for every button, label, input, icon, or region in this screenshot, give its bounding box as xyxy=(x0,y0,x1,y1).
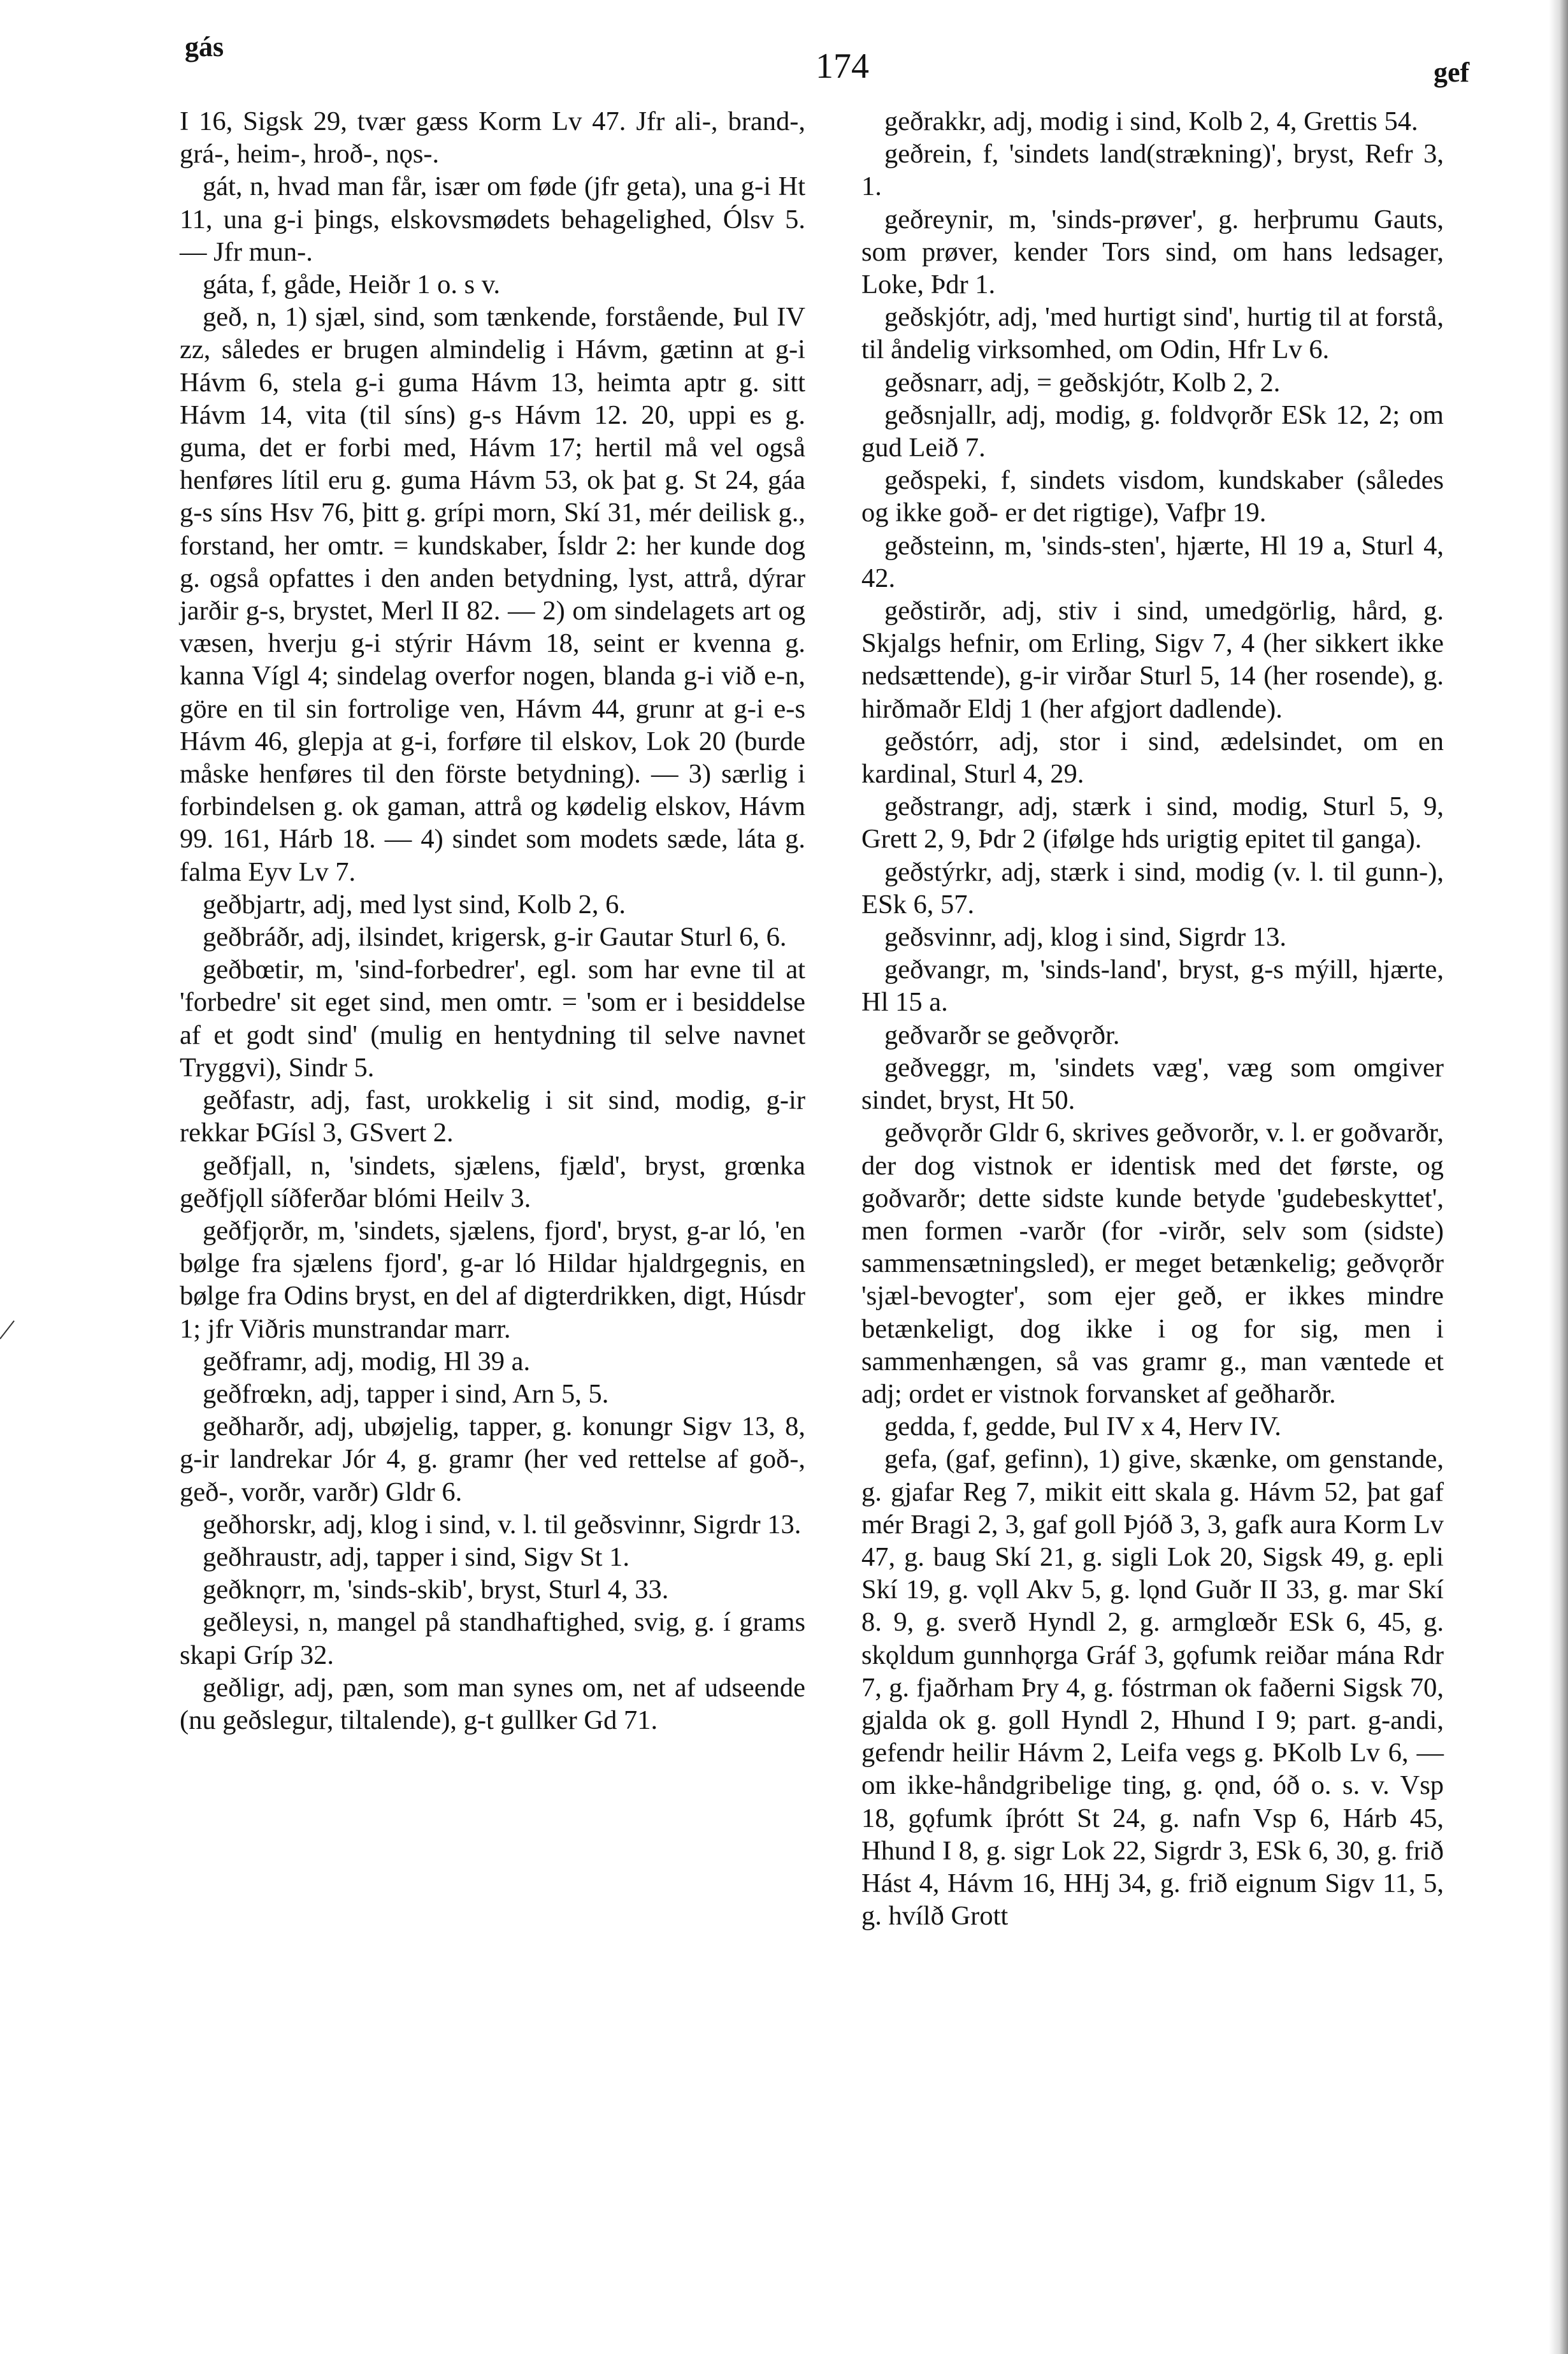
dictionary-entry: geðstrangr, adj, stærk i sind, modig, Sturl 5, 9, Grett 2, 9, Þdr 2 (ifølge hds urigtig epitet til ganga). xyxy=(861,791,1444,855)
dictionary-entry: geðbráðr, adj, ilsindet, krigersk, g-ir Gautar Sturl 6, 6. xyxy=(203,922,787,953)
right-guide-word: gef xyxy=(1434,57,1470,88)
left-guide-word: gás xyxy=(185,31,224,62)
dictionary-entry: geðstýrkr, adj, stærk i sind, modig (v. l. til gunn-), ESk 6, 57. xyxy=(861,856,1444,920)
dictionary-entry: geðknǫrr, m, 'sinds-skib', bryst, Sturl 4, 33. xyxy=(203,1575,669,1605)
dictionary-entry: geðfjǫrðr, m, 'sindets, sjælens, fjord', bryst, g-ar ló, 'en bølge fra sjælens fjord', g-ar ló Hildar hjaldrgegnis, en bølge fra Odins bryst, en del af digterdrikken, digt, Húsdr 1; jfr Viðris munstrandar marr. xyxy=(180,1215,805,1344)
dictionary-entry: geðrakkr, adj, modig i sind, Kolb 2, 4, Grettis 54. xyxy=(884,106,1418,136)
dictionary-entry: geðstirðr, adj, stiv i sind, umedgörlig, hård, g. Skjalgs hefnir, om Erling, Sigv 7, 4 (her sikkert ikke nedsættende), g-ir virðar Sturl 5, 14 (her rosende), g. hirðmaðr Eldj 1 (her afgjort dadlende). xyxy=(861,596,1444,724)
dictionary-entry: geðfastr, adj, fast, urokkelig i sit sind, modig, g-ir rekkar ÞGísl 3, GSvert 2. xyxy=(180,1085,805,1148)
dictionary-entry: geð, n, 1) sjæl, sind, som tænkende, forstående, Þul IV zz, således er brugen almindelig i Hávm, gætinn at g-i Hávm 6, stela g-i guma Hávm 13, heimta aptr g. sitt Hávm 14, vita (til síns) g-s Hávm 12. 20, uppi es g. guma, det er forbi med, Hávm 17; hertil må vel også henføres lítil eru g. guma Hávm 53, ok þat g. St 24, gáa g-s síns Hsv 76, þitt g. grípi morn, Skí 31, mér deilisk g., forstand, her omtr. = kundskaber, Ísldr 2: her kunde dog g. også opfattes i den anden betydning, lyst, attrå, dýrar jarðir g-s, brystet, Merl II 82. — 2) om sindelagets art og væsen, hverju g-i stýrir Hávm 18, seint er kvenna g. kanna Vígl 4; sindelag overfor nogen, blanda g-i við e-n, göre en til sin fortrolige ven, Hávm 44, grunr at g-i e-s Hávm 46, glepja at g-i, forføre til elskov, Lok 20 (burde måske henføres til den förste betydning). — 3) særlig i forbindelsen g. ok gaman, attrå og kødelig elskov, Hávm 99. 161, Hárb 18. — 4) sindet som modets sæde, láta g. falma Eyv Lv 7. xyxy=(180,302,805,887)
dictionary-entry: geðreynir, m, 'sinds-prøver', g. herþrumu Gauts, som prøver, kender Tors sind, om hans ledsager, Loke, Þdr 1. xyxy=(861,204,1444,300)
dictionary-entry: geðveggr, m, 'sindets væg', væg som omgiver sindet, bryst, Ht 50. xyxy=(861,1052,1444,1116)
dictionary-entry: geðharðr, adj, ubøjelig, tapper, g. konungr Sigv 13, 8, g-ir landrekar Jór 4, g. gramr (her ved rettelse af goð-, geð-, vorðr, varðr) Gldr 6. xyxy=(180,1412,805,1507)
left-column xyxy=(180,105,805,1737)
right-column xyxy=(861,105,1444,1932)
dictionary-entry: geðframr, adj, modig, Hl 39 a. xyxy=(203,1346,531,1376)
dictionary-entry: geðskjótr, adj, 'med hurtigt sind', hurtig til at forstå, til åndelig virksomhed, om Odin, Hfr Lv 6. xyxy=(861,302,1444,365)
dictionary-entry: geðstórr, adj, stor i sind, ædelsindet, om en kardinal, Sturl 4, 29. xyxy=(861,726,1444,790)
dictionary-entry: gát, n, hvad man får, især om føde (jfr geta), una g-i Ht 11, una g-i þings, elskovsmødets behagelighed, Ólsv 5. — Jfr mun-. xyxy=(180,171,805,267)
dictionary-entry: geðhorskr, adj, klog i sind, v. l. til geðsvinnr, Sigrdr 13. xyxy=(203,1509,802,1540)
dictionary-entry: geðsteinn, m, 'sinds-sten', hjærte, Hl 19 a, Sturl 4, 42. xyxy=(861,530,1444,593)
dictionary-entry-continuation: I 16, Sigsk 29, tvær gæss Korm Lv 47. Jfr ali-, brand-, grá-, heim-, hroð-, nǫs-. xyxy=(180,106,805,170)
page-number: 174 xyxy=(816,47,869,86)
dictionary-entry: geðrein, f, 'sindets land(strækning)', bryst, Refr 3, 1. xyxy=(861,139,1444,202)
dictionary-entry: geðligr, adj, pæn, som man synes om, net af udseende (nu geðslegur, tiltalende), g-t gullker Gd 71. xyxy=(180,1672,805,1735)
dictionary-entry: gefa, (gaf, gefinn), 1) give, skænke, om genstande, g. gjafar Reg 7, mikit eitt skala g. Hávm 52, þat gaf mér Bragi 2, 3, gaf goll Þjóð 3, 3, gafk aura Korm Lv 47, g. baug Skí 21, g. sigli Lok 20, Sigsk 49, g. epli Skí 19, g. vǫll Akv 5, g. lǫnd Guðr II 33, g. mar Skí 8. 9, g. sverð Hyndl 2, g. armglœðr ESk 6, 45, g. skǫldum gunnhǫrga Gráf 3, gǫfumk reiðar mána Rdr 7, g. fjaðrham Þry 4, g. fóstrman ok faðerni Sigsk 70, gjalda ok g. goll Hyndl 2, Hhund I 9; part. g-andi, gefendr heilir Hávm 2, Leifa vegs g. ÞKolb Lv 6, — om ikke-håndgribelige ting, g. ǫnd, óð o. s. v. Vsp 18, gǫfumk íþrótt St 24, g. nafn Vsp 6, Hárb 45, Hhund I 8, g. sigr Lok 22, Sigrdr 3, ESk 6, 30, g. frið Hást 4, Hávm 16, HHj 34, g. frið eignum Sigv 11, 5, g. hvílð Grott xyxy=(861,1444,1444,1932)
dictionary-entry: geðvangr, m, 'sinds-land', bryst, g-s mýill, hjærte, Hl 15 a. xyxy=(861,955,1444,1018)
dictionary-entry: geðfjall, n, 'sindets, sjælens, fjæld', bryst, grœnka geðfjǫll síðferðar blómi Heilv 3. xyxy=(180,1150,805,1213)
page-binding-edge xyxy=(1549,0,1568,2354)
dictionary-entry: geðfrœkn, adj, tapper i sind, Arn 5, 5. xyxy=(203,1378,609,1409)
dictionary-entry: geðbœtir, m, 'sind-forbedrer', egl. som har evne til at 'forbedre' sit eget sind, men omtr. = 'som er i besiddelse af et godt sind' (mulig en hentydning til selve navnet Tryggvi), Sindr 5. xyxy=(180,955,805,1083)
dictionary-entry: geðsvinnr, adj, klog i sind, Sigrdr 13. xyxy=(884,922,1287,953)
margin-pencil-mark xyxy=(0,1320,15,1339)
dictionary-entry: geðsnarr, adj, = geðskjótr, Kolb 2, 2. xyxy=(884,367,1281,398)
dictionary-entry: geðspeki, f, sindets visdom, kundskaber (således og ikke goð- er det rigtige), Vafþr 19. xyxy=(861,465,1444,528)
dictionary-entry: geðleysi, n, mangel på standhaftighed, svig, g. í grams skapi Gríp 32. xyxy=(180,1607,805,1670)
dictionary-entry: geðbjartr, adj, med lyst sind, Kolb 2, 6. xyxy=(203,889,626,920)
dictionary-entry: geðhraustr, adj, tapper i sind, Sigv St 1. xyxy=(203,1542,629,1572)
dictionary-entry: geðvarðr se geðvǫrðr. xyxy=(884,1020,1120,1050)
dictionary-entry: geðsnjallr, adj, modig, g. foldvǫrðr ESk 12, 2; om gud Leið 7. xyxy=(861,400,1444,463)
dictionary-entry: geðvǫrðr Gldr 6, skrives geðvorðr, v. l. er goðvarðr, der dog vistnok er identisk med det første, og goðvarðr; dette sidste kunde betyde 'gudebeskyttet', men formen -varðr (for -virðr, selv som (sidste) sammensætningsled), er meget betænkelig; geðvǫrðr 'sjæl-bevogter', som ejer geð, er ikkes mindre betænkeligt, dog ikke i og for sig, men i sammenhængen, så vas gramr g., man væntede et adj; ordet er vistnok forvansket af geðharðr. xyxy=(861,1118,1444,1409)
dictionary-entry: gedda, f, gedde, Þul IV x 4, Herv IV. xyxy=(884,1412,1281,1442)
dictionary-entry: gáta, f, gåde, Heiðr 1 o. s v. xyxy=(203,270,500,300)
